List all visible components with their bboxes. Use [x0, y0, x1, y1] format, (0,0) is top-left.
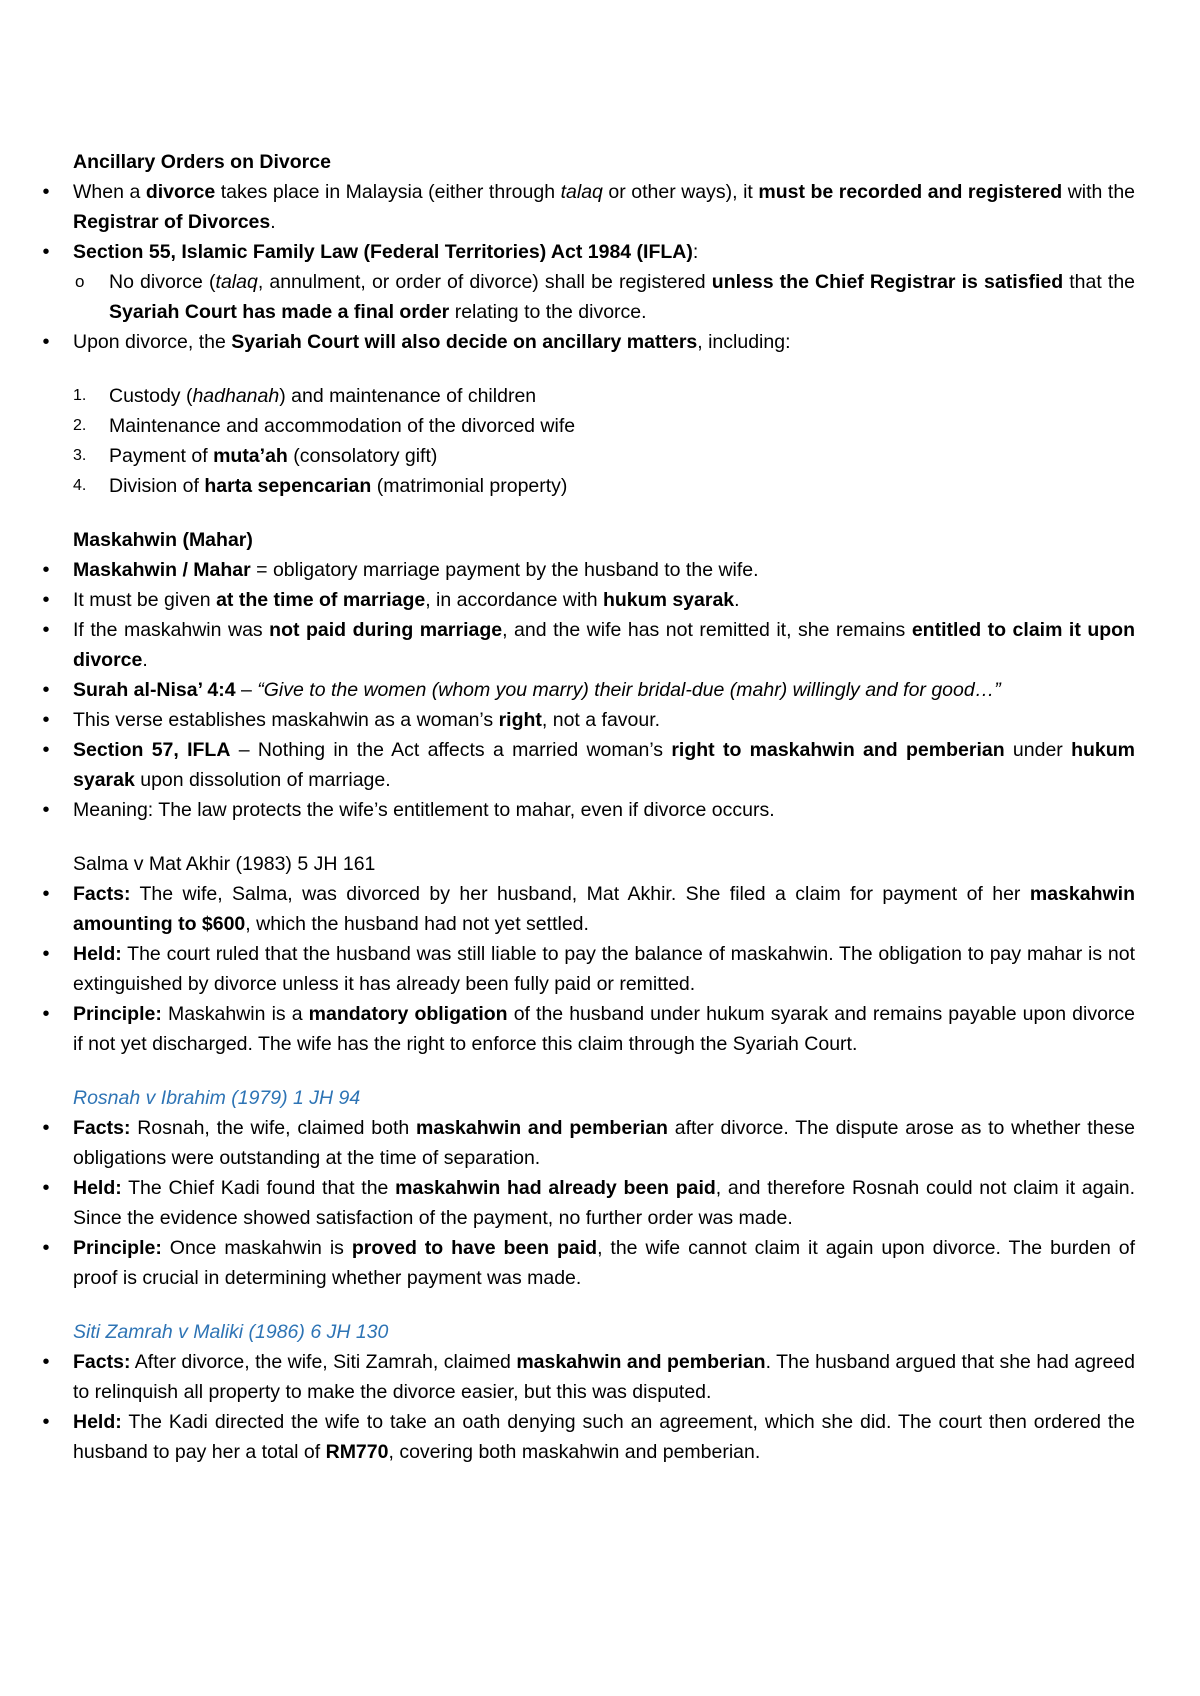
bullet-icon: •: [42, 181, 50, 203]
sub-list-item: o No divorce (talaq, annulment, or order of divorce) shall be registered unless the Chief Registrar is satisfied that the Syariah Court has made a final order relating to the divorce.: [109, 267, 1135, 327]
numbered-item: 3. Payment of muta’ah (consolatory gift): [73, 445, 438, 467]
list-item: • Principle: Maskahwin is a mandatory obligation of the husband under hukum syarak and remains payable upon divorce if not yet discharged. The wife has the right to enforce this claim through the Syariah Court.: [73, 999, 1135, 1059]
case-salma-list: [42, 879, 1136, 1059]
bullet-icon: •: [42, 1177, 50, 1199]
bullet-icon: •: [42, 619, 50, 641]
ancillary-bullet-list: [42, 177, 1136, 357]
bullet-icon: •: [42, 1237, 50, 1259]
list-item: • If the maskahwin was not paid during marriage, and the wife has not remitted it, she remains entitled to claim it upon divorce.: [73, 615, 1135, 675]
bullet-icon: •: [42, 589, 50, 611]
list-item: • When a divorce takes place in Malaysia (either through talaq or other ways), it must be recorded and registered with the Registrar of Divorces.: [73, 177, 1135, 237]
numbered-item: 1. Custody (hadhanah) and maintenance of children: [73, 385, 537, 407]
list-item: • Facts: After divorce, the wife, Siti Zamrah, claimed maskahwin and pemberian. The husband argued that she had agreed to relinquish all property to make the divorce easier, but this was disputed.: [73, 1347, 1135, 1407]
list-item: • This verse establishes maskahwin as a woman’s right, not a favour.: [73, 705, 1135, 735]
ancillary-matters-list: [73, 381, 1135, 501]
list-item: • Maskahwin / Mahar = obligatory marriage payment by the husband to the wife.: [73, 555, 1135, 585]
bullet-icon: •: [42, 559, 50, 581]
bullet-icon: •: [42, 1003, 50, 1025]
list-item: • Facts: Rosnah, the wife, claimed both maskahwin and pemberian after divorce. The dispute arose as to whether these obligations were outstanding at the time of separation.: [73, 1113, 1135, 1173]
bullet-icon: •: [42, 331, 50, 353]
bullet-icon: •: [42, 241, 50, 263]
case-siti-zamrah-list: [42, 1347, 1135, 1467]
bullet-icon: •: [42, 739, 50, 761]
bullet-icon: •: [42, 1351, 50, 1373]
list-item: • Principle: Once maskahwin is proved to have been paid, the wife cannot claim it again upon divorce. The burden of proof is crucial in determining whether payment was made.: [73, 1233, 1135, 1293]
list-item: • Surah al-Nisa’ 4:4 – “Give to the women (whom you marry) their bridal-due (mahr) willingly and for good…”: [73, 675, 1135, 705]
list-item: • Held: The Kadi directed the wife to take an oath denying such an agreement, which she did. The court then ordered the husband to pay her a total of RM770, covering both maskahwin and pemberian.: [73, 1407, 1135, 1467]
circle-bullet-icon: o: [75, 272, 85, 291]
bullet-icon: •: [42, 679, 50, 701]
bullet-icon: •: [42, 943, 50, 965]
list-item: • Held: The court ruled that the husband was still liable to pay the balance of maskahwin. The obligation to pay mahar is not extinguished by divorce unless it has already been fully paid or remitted.: [73, 939, 1135, 999]
list-item: • Meaning: The law protects the wife’s entitlement to mahar, even if divorce occurs.: [73, 795, 1135, 825]
section-heading-ancillary-orders: Ancillary Orders on Divorce: [73, 151, 331, 173]
list-item: • Section 55, Islamic Family Law (Federal Territories) Act 1984 (IFLA): o No divorce (talaq, annulment, or order of divorce) shall be registered unless the Chief Registrar is satisfied that the Syariah Court has made a final order relating to the divorce.: [73, 237, 1135, 327]
list-item: • Section 57, IFLA – Nothing in the Act affects a married woman’s right to maskahwin and pemberian under hukum syarak upon dissolution of marriage.: [73, 735, 1135, 795]
bullet-icon: •: [42, 799, 50, 821]
maskahwin-bullet-list: [42, 555, 1135, 825]
section-heading-maskahwin: Maskahwin (Mahar): [73, 529, 253, 551]
bullet-icon: •: [42, 1117, 50, 1139]
numbered-item: 4. Division of harta sepencarian (matrimonial property): [73, 475, 568, 497]
bullet-icon: •: [42, 709, 50, 731]
case-title-salma: Salma v Mat Akhir (1983) 5 JH 161: [73, 853, 376, 875]
case-rosnah-list: [42, 1113, 1135, 1293]
document-body: [42, 147, 1136, 1467]
sub-bullet-list: [73, 267, 1135, 327]
bullet-icon: •: [42, 1411, 50, 1433]
list-item: • It must be given at the time of marriage, in accordance with hukum syarak.: [73, 585, 1135, 615]
list-item: • Held: The Chief Kadi found that the maskahwin had already been paid, and therefore Rosnah could not claim it again. Since the evidence showed satisfaction of the payment, no further order was made.: [73, 1173, 1135, 1233]
list-item: • Upon divorce, the Syariah Court will also decide on ancillary matters, including:: [73, 327, 1135, 357]
list-item: • Facts: The wife, Salma, was divorced by her husband, Mat Akhir. She filed a claim for payment of her maskahwin amounting to $600, which the husband had not yet settled.: [73, 879, 1135, 939]
bullet-icon: •: [42, 883, 50, 905]
case-title-rosnah: Rosnah v Ibrahim (1979) 1 JH 94: [73, 1087, 361, 1109]
numbered-item: 2. Maintenance and accommodation of the divorced wife: [73, 415, 576, 437]
case-title-siti-zamrah: Siti Zamrah v Maliki (1986) 6 JH 130: [73, 1321, 389, 1343]
